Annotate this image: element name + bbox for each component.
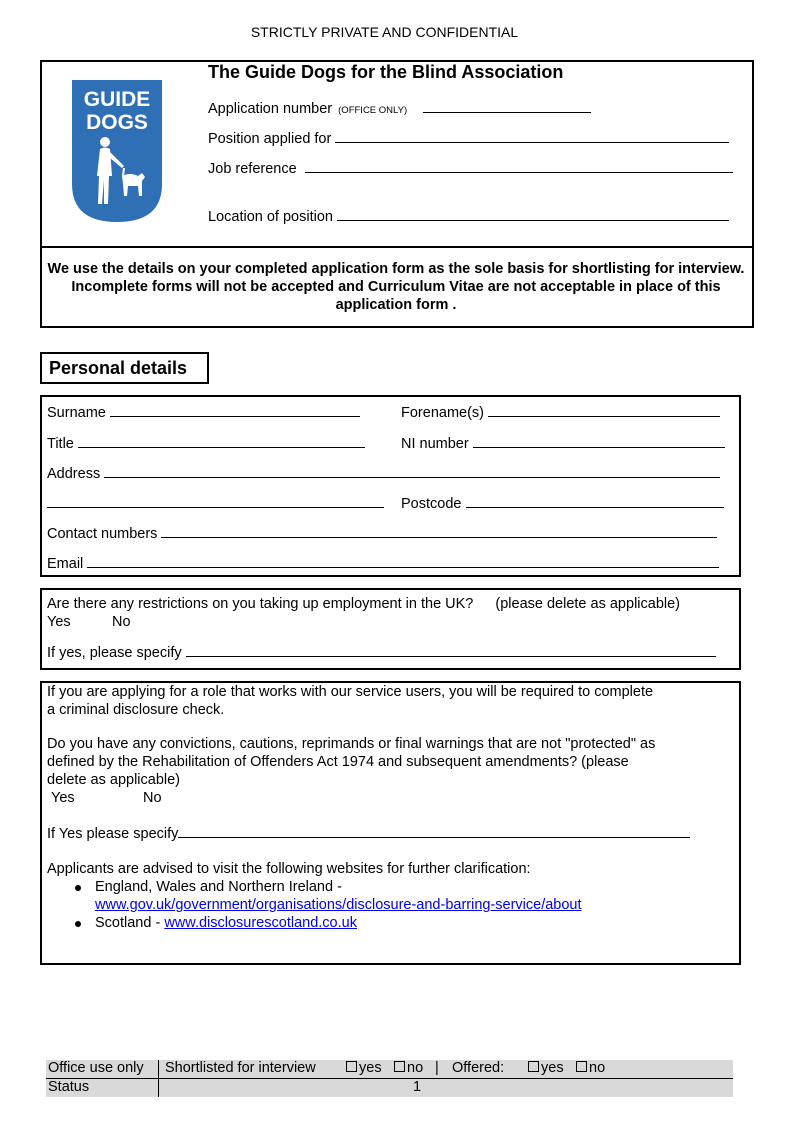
title-field[interactable] <box>78 433 365 448</box>
dbs-link-row <box>95 896 582 914</box>
postcode-row <box>401 493 724 512</box>
disclosure-scotland-link[interactable]: www.disclosurescotland.co.uk <box>164 915 357 931</box>
checkbox-icon[interactable] <box>394 1061 405 1072</box>
restrictions-specify-row <box>47 642 716 661</box>
bullet-icon <box>75 921 81 927</box>
disclosure-yes-option[interactable]: Yes <box>51 790 75 806</box>
location-field[interactable] <box>337 206 729 221</box>
address-field-line1[interactable] <box>104 463 720 478</box>
office-use-table <box>46 1060 733 1097</box>
confidential-heading: STRICTLY PRIVATE AND CONFIDENTIAL <box>250 24 519 40</box>
disclosure-intro-line2: a criminal disclosure check. <box>47 702 225 718</box>
email-field[interactable] <box>87 553 719 568</box>
application-number-field[interactable] <box>423 98 591 113</box>
office-use-only-label: Office use only <box>48 1060 144 1076</box>
postcode-field[interactable] <box>466 493 724 508</box>
address-line2-row <box>47 493 384 512</box>
title-row <box>47 433 365 452</box>
office-row-divider <box>46 1078 733 1079</box>
surname-field[interactable] <box>110 402 360 417</box>
section-title-personal-details: Personal details <box>40 352 209 384</box>
disclosure-box <box>40 681 741 965</box>
office-only-note: (OFFICE ONLY) <box>338 105 408 116</box>
disclosure-specify-row <box>47 823 690 842</box>
svg-text:DOGS: DOGS <box>86 111 148 134</box>
checkbox-icon[interactable] <box>528 1061 539 1072</box>
restrictions-box <box>40 588 741 670</box>
svg-text:GUIDE: GUIDE <box>83 88 151 111</box>
offered-yes-label: yes <box>541 1060 564 1076</box>
restrictions-question: Are there any restrictions on you taking up employment in the UK? <box>47 596 474 612</box>
guide-dogs-logo <box>72 80 162 222</box>
email-label: Email <box>47 556 84 572</box>
org-title: The Guide Dogs for the Blind Association <box>208 62 564 82</box>
shortlisted-no-option[interactable] <box>394 1060 423 1076</box>
shortlisted-no-label: no <box>407 1060 424 1076</box>
restrictions-no-option[interactable]: No <box>112 614 131 630</box>
location-label: Location of position <box>208 209 333 225</box>
checkbox-icon[interactable] <box>346 1061 357 1072</box>
bullet-item-england <box>75 878 342 896</box>
bullet-scotland-label: Scotland - <box>95 915 161 931</box>
surname-label: Surname <box>47 405 106 421</box>
forenames-row <box>401 402 720 421</box>
disclosure-specify-label: If Yes please specify <box>47 826 179 842</box>
disclosure-intro-line1: If you are applying for a role that works with our service users, you will be required to complete <box>47 684 654 700</box>
forenames-label: Forename(s) <box>401 405 484 421</box>
restrictions-yes-option[interactable]: Yes <box>47 614 71 630</box>
position-field[interactable] <box>335 128 729 143</box>
address-label: Address <box>47 466 101 482</box>
restrictions-specify-field[interactable] <box>186 642 716 657</box>
surname-row <box>47 402 360 421</box>
offered-yes-option[interactable] <box>528 1060 564 1076</box>
bullet-icon <box>75 885 81 891</box>
application-number-label: Application number <box>208 101 333 117</box>
disclosure-no-option[interactable]: No <box>143 790 162 806</box>
offered-no-option[interactable] <box>576 1060 605 1076</box>
disclosure-question-line3: delete as applicable) <box>47 772 181 788</box>
disclosure-question-line2: defined by the Rehabilitation of Offenders Act 1974 and subsequent amendments? (please <box>47 754 629 770</box>
ni-number-label: NI number <box>401 436 469 452</box>
contact-numbers-row <box>47 523 717 542</box>
disclosure-advice: Applicants are advised to visit the following websites for further clarification: <box>47 861 531 877</box>
shortlisted-yes-option[interactable] <box>346 1060 382 1076</box>
offered-label: Offered: <box>452 1060 505 1076</box>
address-row <box>47 463 720 482</box>
personal-details-box <box>40 395 741 577</box>
position-row <box>208 128 729 147</box>
header-divider <box>42 246 752 248</box>
disclosure-question-line1: Do you have any convictions, cautions, reprimands or final warnings that are not "protected" as <box>47 736 656 752</box>
postcode-label: Postcode <box>401 496 462 512</box>
job-reference-field[interactable] <box>305 158 733 173</box>
shortlisted-yes-label: yes <box>359 1060 382 1076</box>
location-row <box>208 206 729 225</box>
contact-numbers-label: Contact numbers <box>47 526 158 542</box>
ni-number-row <box>401 433 725 452</box>
page-number: 1 <box>413 1079 422 1095</box>
forenames-field[interactable] <box>488 402 720 417</box>
job-reference-label: Job reference <box>208 161 297 177</box>
header-box <box>40 60 754 328</box>
checkbox-icon[interactable] <box>576 1061 587 1072</box>
ni-number-field[interactable] <box>473 433 725 448</box>
restrictions-note: (please delete as applicable) <box>495 596 680 612</box>
application-number-row <box>208 98 591 117</box>
bullet-item-scotland <box>75 914 357 932</box>
office-separator: | <box>435 1060 439 1076</box>
job-reference-row <box>208 158 733 177</box>
disclosure-specify-field[interactable] <box>178 823 690 838</box>
status-label: Status <box>48 1079 90 1095</box>
application-notice: We use the details on your completed application form as the sole basis for shortlisting for interview. Incomplete forms will not be accepted and Curriculum Vitae are not acceptable in place of this application form . <box>47 261 745 313</box>
email-row <box>47 553 719 572</box>
offered-no-label: no <box>589 1060 606 1076</box>
restrictions-question-row <box>47 595 680 613</box>
contact-numbers-field[interactable] <box>161 523 717 538</box>
title-label: Title <box>47 436 74 452</box>
shortlisted-label: Shortlisted for interview <box>165 1060 316 1076</box>
address-field-line2[interactable] <box>47 493 384 508</box>
restrictions-specify-label: If yes, please specify <box>47 645 182 661</box>
position-label: Position applied for <box>208 131 332 147</box>
bullet-england-label: England, Wales and Northern Ireland - <box>95 879 342 895</box>
dbs-link[interactable]: www.gov.uk/government/organisations/disclosure-and-barring-service/about <box>95 897 582 913</box>
